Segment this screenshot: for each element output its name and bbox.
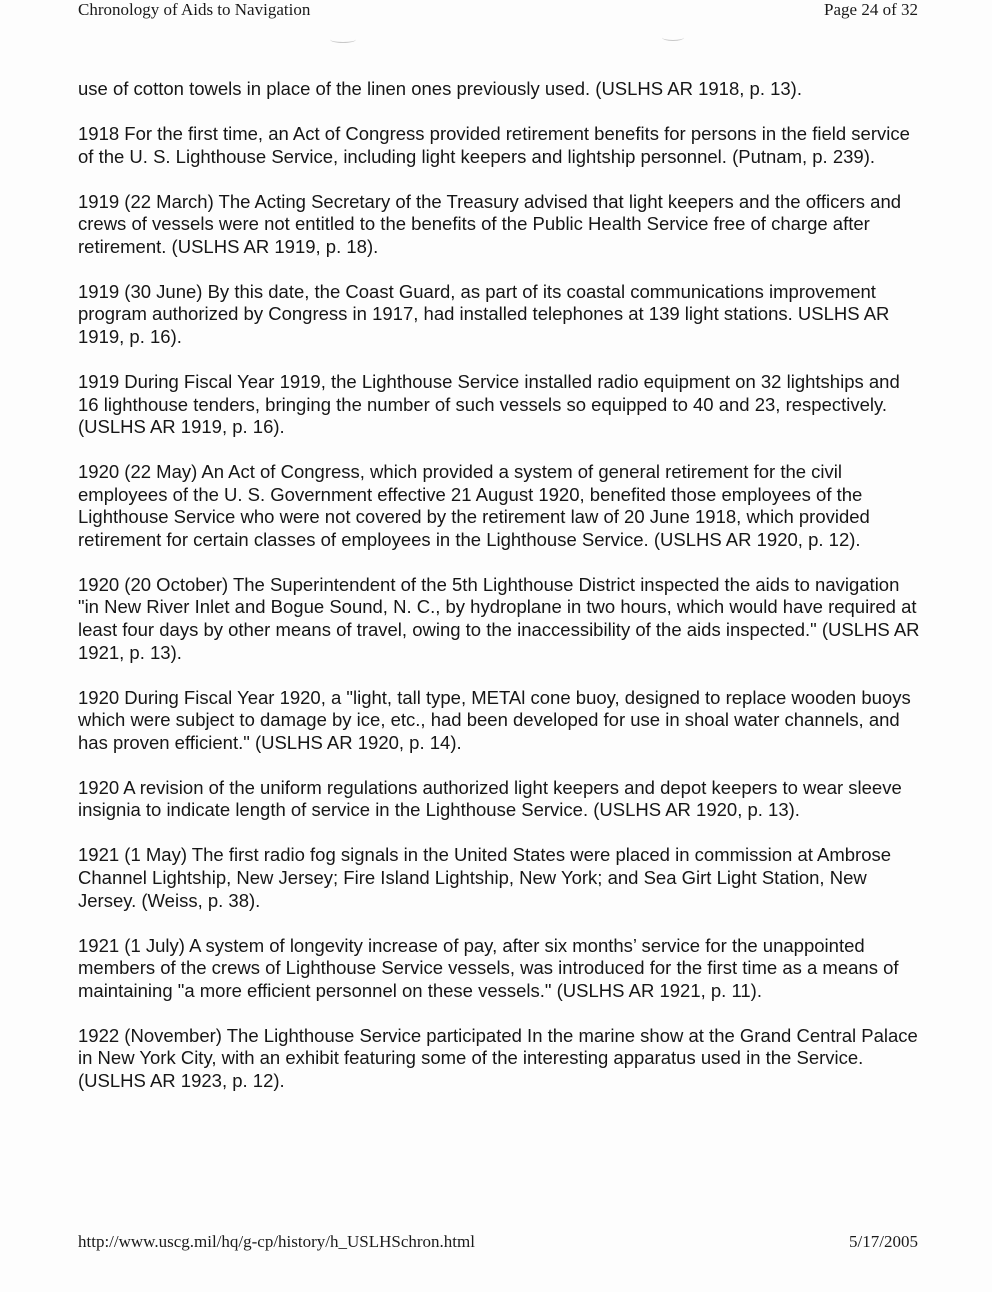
chronology-entry: use of cotton towels in place of the linen ones previously used. (USLHS AR 1918, p. 13). [78, 78, 802, 99]
chronology-entry: 1921 (1 May) The first radio fog signals in the United States were placed in commission at Ambrose Channel Lightship, New Jersey; Fire Island Lightship, New York; and Sea Girt Light Station, New Jersey. (Weiss, p. 38). [78, 844, 892, 911]
chronology-entry: 1919 During Fiscal Year 1919, the Lighthouse Service installed radio equipment on 32 lightships and 16 lighthouse tenders, bringing the number of such vessels so equipped to 40 and 23, respectively. (USLHS AR 1919, p. 16). [78, 370, 900, 438]
chronology-entry: 1918 For the first time, an Act of Congress provided retirement benefits for persons in the field service of the U. S. Lighthouse Service, including light keepers and lightship personnel. (Putnam, p. 239). [78, 122, 910, 167]
document-title: Chronology of Aids to Navigation [78, 0, 311, 19]
chronology-entry: 1920 A revision of the uniform regulations authorized light keepers and depot keepers to wear sleeve insignia to indicate length of service in the Lighthouse Service. (USLHS AR 1920, p. 13). [78, 776, 902, 821]
chronology-entry: 1920 (22 May) An Act of Congress, which provided a system of general retirement for the civil employees of the U. S. Government effective 21 August 1920, benefited those employees of the Lighthouse Service who were not covered by the retirement law of 20 June 1918, which provided retirement for certain classes of employees in the Lighthouse Service. (USLHS AR 1920, p. 12). [78, 461, 870, 550]
scan-artifact [330, 36, 356, 43]
document-body [78, 78, 924, 1115]
chronology-entry: 1920 During Fiscal Year 1920, a "light, tall type, METAl cone buoy, designed to replace wooden buoys which were subject to damage by ice, etc., had been developed for use in shoal water channels, and has proven efficient." (USLHS AR 1920, p. 14). [78, 686, 911, 753]
chronology-entry: 1919 (22 March) The Acting Secretary of the Treasury advised that light keepers and the officers and crews of vessels were not entitled to the benefits of the Public Health Service free of charge after retirement. (USLHS AR 1919, p. 18). [78, 190, 902, 257]
chronology-entry: 1920 (20 October) The Superintendent of the 5th Lighthouse District inspected the aids to navigation "in New River Inlet and Bogue Sound, N. C., by hydroplane in two hours, which would have required at least four days by other means of travel, owing to the inaccessibility of the aids inspected." (USLHS AR 1921, p. 13). [78, 573, 920, 663]
chronology-entry: 1919 (30 June) By this date, the Coast Guard, as part of its coastal communications improvement program authorized by Congress in 1917, had installed telephones at 139 light stations. USLHS AR 1919, p. 16). [78, 280, 890, 347]
print-date: 5/17/2005 [849, 1232, 918, 1251]
chronology-entry: 1921 (1 July) A system of longevity increase of pay, after six months’ service for the unappointed members of the crews of Lighthouse Service vessels, was introduced for the first time as a means of maintaining "a more efficient personnel on these vessels." (USLHS AR 1921, p. 11). [78, 934, 899, 1001]
page-number: Page 24 of 32 [824, 0, 918, 19]
chronology-entry: 1922 (November) The Lighthouse Service participated In the marine show at the Grand Central Palace in New York City, with an exhibit featuring some of the interesting apparatus used in the Service. (USLHS AR 1923, p. 12). [78, 1024, 918, 1091]
source-url: http://www.uscg.mil/hq/g-cp/history/h_USLHSchron.html [78, 1232, 475, 1251]
scan-artifact [662, 34, 684, 41]
